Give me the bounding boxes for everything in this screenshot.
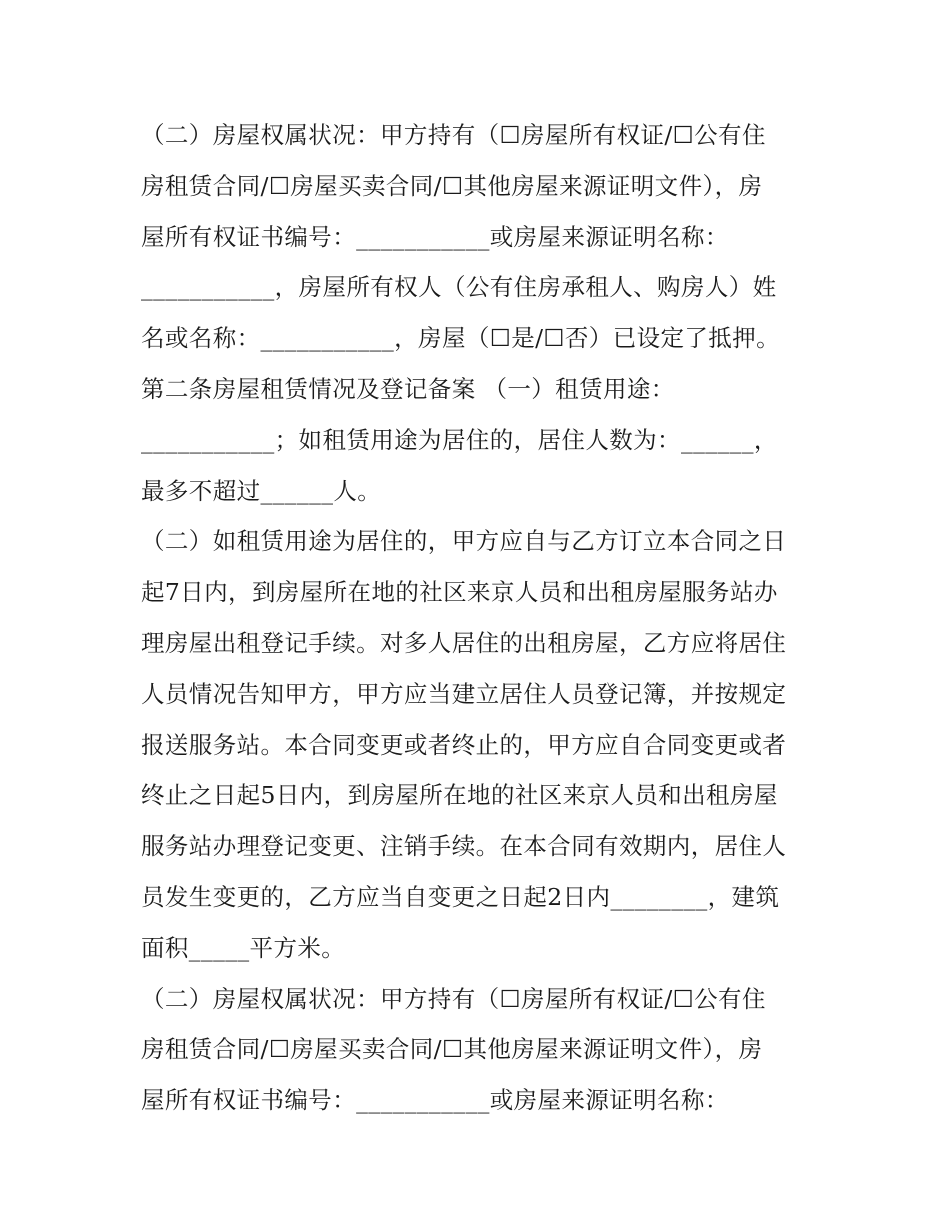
text-line: 房租赁合同/☐房屋买卖合同/☐其他房屋来源证明文件），房 bbox=[141, 1035, 763, 1064]
text-line: 起7日内，到房屋所在地的社区来京人员和出租房屋服务站办 bbox=[141, 578, 778, 607]
text-line: 报送服务站。本合同变更或者终止的，甲方应自合同变更或者 bbox=[141, 730, 787, 759]
text-line: 最多不超过______人。 bbox=[141, 476, 382, 505]
text-line: 终止之日起5日内，到房屋所在地的社区来京人员和出租房屋 bbox=[141, 781, 778, 810]
text-line: ___________，房屋所有权人（公有住房承租人、购房人）姓 bbox=[141, 273, 777, 302]
text-line: 人员情况告知甲方，甲方应当建立居住人员登记簿，并按规定 bbox=[141, 679, 787, 708]
text-line: 房租赁合同/☐房屋买卖合同/☐其他房屋来源证明文件），房 bbox=[141, 171, 763, 200]
article-heading-line: 第二条房屋租赁情况及登记备案 （一）租赁用途： bbox=[141, 374, 675, 403]
text-line: （二）房屋权属状况：甲方持有（☐房屋所有权证/☐公有住 bbox=[141, 984, 766, 1013]
text-line: 服务站办理登记变更、注销手续。在本合同有效期内，居住人 bbox=[141, 832, 787, 861]
text-line: 名或名称：___________，房屋（☐是/☐否）已设定了抵押。 bbox=[141, 324, 781, 353]
text-line: 屋所有权证书编号：___________或房屋来源证明名称： bbox=[141, 222, 729, 251]
text-line: 员发生变更的，乙方应当自变更之日起2日内________，建筑 bbox=[141, 882, 780, 911]
text-line: ___________；如租赁用途为居住的，居住人数为：______， bbox=[141, 425, 778, 454]
text-line: （二）房屋权属状况：甲方持有（☐房屋所有权证/☐公有住 bbox=[141, 121, 766, 149]
text-line: （二）如租赁用途为居住的，甲方应自与乙方订立本合同之日 bbox=[141, 527, 787, 556]
text-line: 屋所有权证书编号：___________或房屋来源证明名称： bbox=[141, 1086, 729, 1115]
text-line: 面积_____平方米。 bbox=[141, 933, 346, 962]
document-body bbox=[141, 110, 811, 1126]
text-line: 理房屋出租登记手续。对多人居住的出租房屋，乙方应将居住 bbox=[141, 628, 787, 657]
